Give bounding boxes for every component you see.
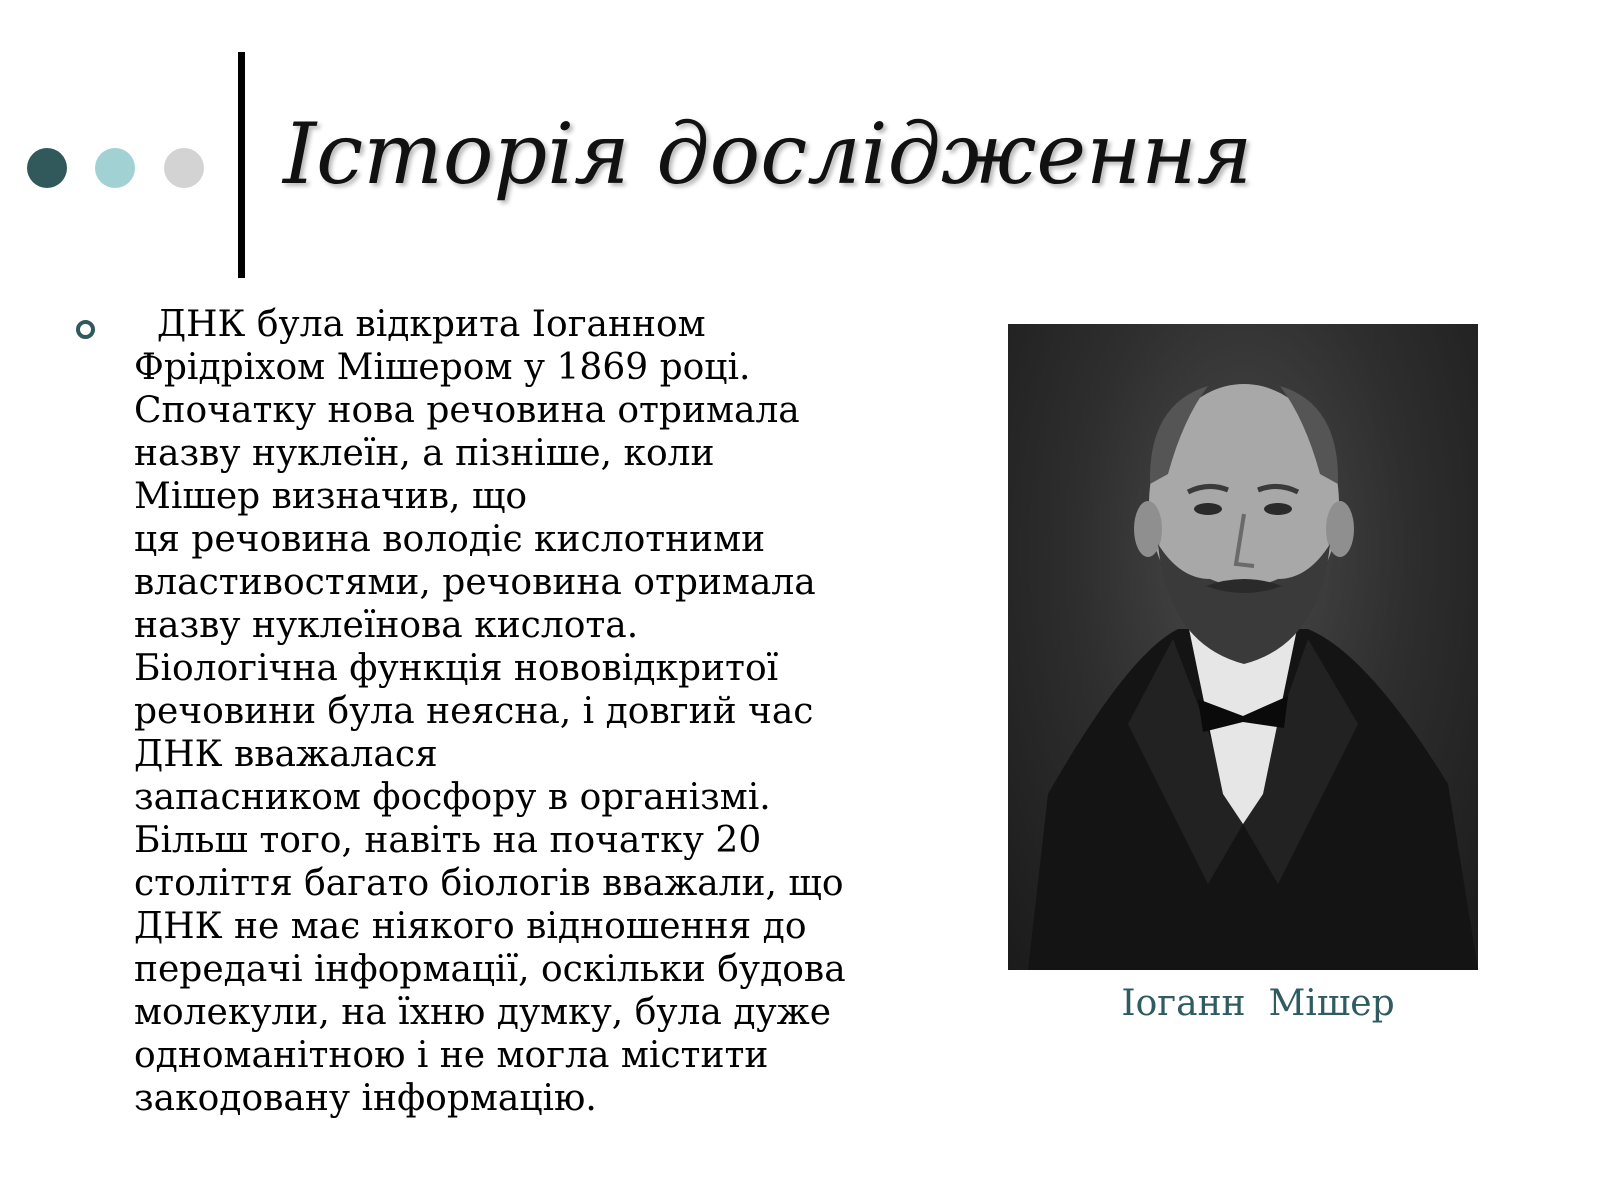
body-line: Фрідріхом Мішером у 1869 році. xyxy=(134,347,751,388)
body-line: передачі інформації, оскільки будова xyxy=(134,949,846,990)
body-line: Біологічна функція нововідкритої xyxy=(134,648,779,689)
body-line: Більш того, навіть на початку 20 xyxy=(134,820,762,861)
body-line: ДНК не має ніякого відношення до xyxy=(134,906,807,947)
body-line: Спочатку нова речовина отримала xyxy=(134,390,800,431)
portrait-illustration xyxy=(1008,324,1478,970)
body-line: Мішер визначив, що xyxy=(134,476,528,517)
body-line: ДНК була відкрита Іоганном xyxy=(134,304,706,345)
decor-dot-light xyxy=(95,148,135,188)
body-line: назву нуклеїн, а пізніше, коли xyxy=(134,433,715,474)
body-line: ця речовина володіє кислотними xyxy=(134,519,766,560)
body-line: властивостями, речовина отримала xyxy=(134,562,816,603)
body-line: закодовану інформацію. xyxy=(134,1078,597,1119)
body-paragraph xyxy=(134,303,934,1120)
body-line: одноманітною і не могла містити xyxy=(134,1035,769,1076)
slide-title: Історія дослідження xyxy=(283,105,1253,203)
portrait-photo xyxy=(1008,324,1478,970)
body-line: назву нуклеїнова кислота. xyxy=(134,605,639,646)
photo-caption: Іоганн Мішер xyxy=(1121,983,1395,1024)
decor-dot-dark xyxy=(27,148,67,188)
body-line: запасником фосфору в організмі. xyxy=(134,777,771,818)
title-divider xyxy=(238,52,245,278)
decor-dot-gray xyxy=(164,148,204,188)
body-line: молекули, на їхню думку, була дуже xyxy=(134,992,832,1033)
bullet-circle-icon xyxy=(76,320,95,339)
body-line: речовини була неясна, і довгий час xyxy=(134,691,814,732)
body-line: століття багато біологів вважали, що xyxy=(134,863,844,904)
body-line: ДНК вважалася xyxy=(134,734,438,775)
